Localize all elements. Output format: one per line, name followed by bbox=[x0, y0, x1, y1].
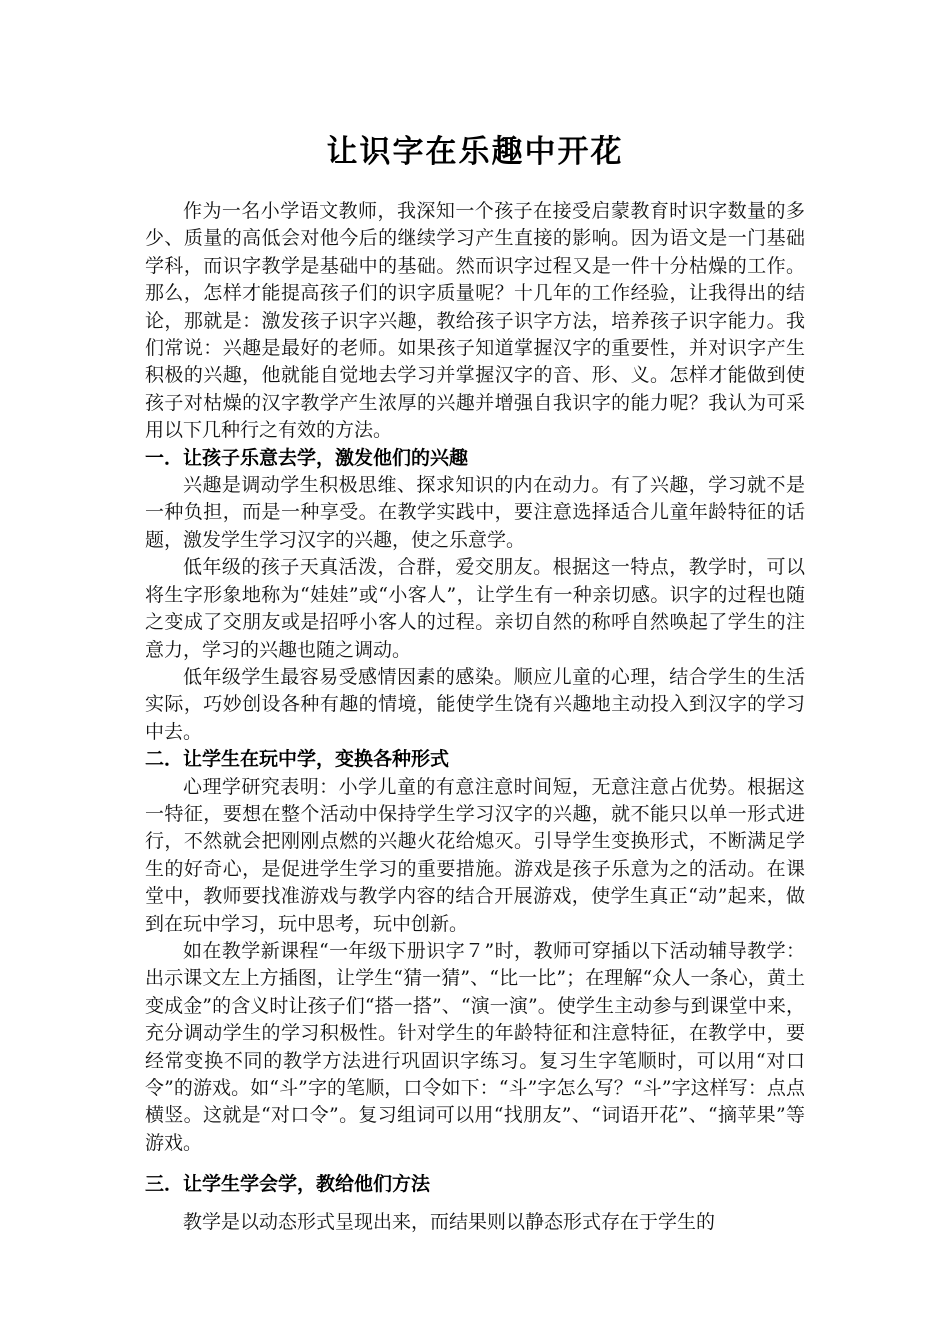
document-body bbox=[145, 198, 805, 1236]
section-1-paragraph-3: 低年级学生最容易受感情因素的感染。顺应儿童的心理，结合学生的生活实际，巧妙创设各种有趣的情境，能使学生饶有兴趣地主动投入到汉字的学习中去。 bbox=[145, 665, 805, 743]
section-1-paragraph-1: 兴趣是调动学生积极思维、探求知识的内在动力。有了兴趣，学习就不是一种负担，而是一种享受。在教学实践中，要注意选择适合儿童年龄特征的话题，激发学生学习汉字的兴趣，使之乐意学。 bbox=[145, 474, 805, 551]
section-2-paragraph-1: 心理学研究表明：小学儿童的有意注意时间短，无意注意占优势。根据这一特征，要想在整个活动中保持学生学习汉字的兴趣，就不能只以单一形式进行，不然就会把刚刚点燃的兴趣火花给熄灭。引导学生变换形式，不断满足学生的好奇心，是促进学生学习的重要措施。游戏是孩子乐意为之的活动。在课堂中，教师要找准游戏与教学内容的结合开展游戏，使学生真正“动”起来，做到在玩中学习，玩中思考，玩中创新。 bbox=[145, 775, 805, 935]
intro-paragraph: 作为一名小学语文教师，我深知一个孩子在接受启蒙教育时识字数量的多少、质量的高低会对他今后的继续学习产生直接的影响。因为语文是一门基础学科，而识字教学是基础中的基础。然而识字过程又是一件十分枯燥的工作。那么，怎样才能提高孩子们的识字质量呢？十几年的工作经验，让我得出的结论，那就是：激发孩子识字兴趣，教给孩子识字方法，培养孩子识字能力。我们常说：兴趣是最好的老师。如果孩子知道掌握汉字的重要性，并对识字产生积极的兴趣，他就能自觉地去学习并掌握汉字的音、形、义。怎样才能做到使孩子对枯燥的汉字教学产生浓厚的兴趣并增强自我识字的能力呢？我认为可采用以下几种行之有效的方法。 bbox=[145, 200, 805, 442]
section-1-paragraph-2: 低年级的孩子天真活泼，合群，爱交朋友。根据这一特点，教学时，可以将生字形象地称为“娃娃”或“小客人”，让学生有一种亲切感。识字的过程也随之变成了交朋友或是招呼小客人的过程。亲切自然的称呼自然唤起了学生的注意力，学习的兴趣也随之调动。 bbox=[145, 556, 805, 661]
document-title: 让识字在乐趣中开花 bbox=[326, 134, 624, 170]
section-2-heading: 二．让学生在玩中学，变换各种形式 bbox=[145, 748, 450, 771]
section-3-paragraph-1: 教学是以动态形式呈现出来，而结果则以静态形式存在于学生的 bbox=[183, 1210, 716, 1233]
section-1-heading: 一．让孩子乐意去学，激发他们的兴趣 bbox=[145, 446, 469, 469]
section-3-heading: 三．让学生学会学，教给他们方法 bbox=[145, 1173, 431, 1196]
section-2-paragraph-2: 如在教学新课程“一年级下册识字７”时，教师可穿插以下活动辅导教学：出示课文左上方插图，让学生“猜一猜”、“比一比”；在理解“众人一条心，黄土变成金”的含义时让孩子们“搭一搭”、“演一演”。使学生主动参与到课堂中来，充分调动学生的学习积极性。针对学生的年龄特征和注意特征，在教学中，要经常变换不同的教学方法进行巩固识字练习。复习生字笔顺时，可以用“对口令”的游戏。如“斗”字的笔顺，口令如下：“斗”字怎么写？“斗”字这样写：点点横竖。这就是“对口令”。复习组词可以用“找朋友”、“词语开花”、“摘苹果”等游戏。 bbox=[145, 939, 805, 1154]
